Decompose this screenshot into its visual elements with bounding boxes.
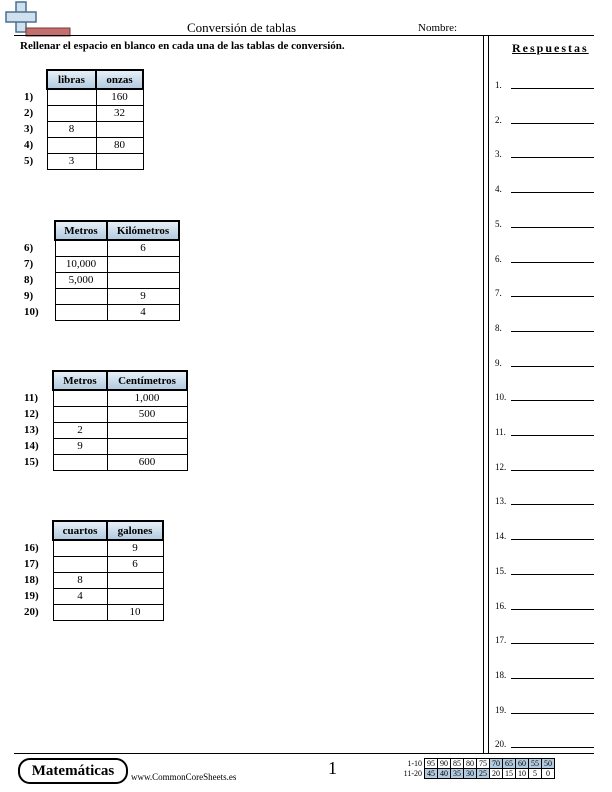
answer-number: 16. xyxy=(495,600,507,611)
score-cell: 80 xyxy=(464,759,477,769)
table-row xyxy=(24,557,163,573)
score-cell: 5 xyxy=(529,769,542,779)
table-header: cuartos xyxy=(53,521,107,540)
table-cell: 8 xyxy=(53,573,107,589)
problem-number: 5) xyxy=(24,155,34,167)
table-row xyxy=(24,89,143,106)
score-table xyxy=(396,758,555,779)
header-divider xyxy=(14,35,594,36)
answer-row xyxy=(495,701,594,715)
table-cell: 10,000 xyxy=(55,257,107,273)
answer-row xyxy=(495,319,594,333)
table-cell xyxy=(53,455,107,471)
table-cell: 3 xyxy=(47,154,96,170)
subject-badge: Matemáticas xyxy=(18,758,128,784)
answer-column-divider xyxy=(483,35,484,753)
table-cell: 10 xyxy=(107,605,163,621)
conversion-table-2 xyxy=(24,220,180,321)
table-header: galones xyxy=(107,521,163,540)
answer-row xyxy=(495,562,594,576)
score-row-label: 1-10 xyxy=(407,759,422,768)
table-row xyxy=(24,423,187,439)
table-row xyxy=(24,439,187,455)
answer-row xyxy=(495,631,594,645)
table-cell: 5,000 xyxy=(55,273,107,289)
answer-blank[interactable] xyxy=(511,366,594,367)
problem-number: 2) xyxy=(24,107,34,119)
answer-row xyxy=(495,354,594,368)
answer-number: 14. xyxy=(495,531,507,542)
answer-blank[interactable] xyxy=(511,574,594,575)
table-header: Metros xyxy=(53,371,107,390)
answer-blank[interactable] xyxy=(511,609,594,610)
score-cell: 70 xyxy=(490,759,503,769)
answer-blank[interactable] xyxy=(511,504,594,505)
score-row xyxy=(396,769,555,779)
table-cell: 600 xyxy=(107,455,187,471)
answer-row xyxy=(495,527,594,541)
table-cell xyxy=(47,138,96,154)
table-row xyxy=(24,138,143,154)
table-cell xyxy=(53,557,107,573)
answer-blank[interactable] xyxy=(511,331,594,332)
conversion-table-1 xyxy=(24,69,144,170)
problem-number: 18) xyxy=(24,574,39,586)
table-cell xyxy=(107,439,187,455)
table-cell xyxy=(107,273,179,289)
conversion-table-3 xyxy=(24,370,188,471)
table-row xyxy=(24,589,163,605)
score-cell: 85 xyxy=(451,759,464,769)
answer-blank[interactable] xyxy=(511,227,594,228)
answer-row xyxy=(495,388,594,402)
table-cell xyxy=(96,122,143,138)
table-cell xyxy=(107,589,163,605)
table-cell: 80 xyxy=(96,138,143,154)
answer-blank[interactable] xyxy=(511,539,594,540)
answer-blank[interactable] xyxy=(511,157,594,158)
problem-number: 16) xyxy=(24,541,39,554)
table-row xyxy=(24,540,163,557)
score-cell: 30 xyxy=(464,769,477,779)
table-cell: 4 xyxy=(107,305,179,321)
table-row xyxy=(24,407,187,423)
answer-blank[interactable] xyxy=(511,192,594,193)
score-cell: 95 xyxy=(425,759,438,769)
answer-row xyxy=(495,111,594,125)
name-label: Nombre: xyxy=(418,22,458,34)
answer-row xyxy=(495,597,594,611)
answer-row xyxy=(495,180,594,194)
table-row xyxy=(24,573,163,589)
answer-blank[interactable] xyxy=(511,400,594,401)
table-cell: 1,000 xyxy=(107,390,187,407)
table-header: libras xyxy=(47,70,96,89)
score-cell: 25 xyxy=(477,769,490,779)
score-cell: 75 xyxy=(477,759,490,769)
answer-blank[interactable] xyxy=(511,296,594,297)
answer-row xyxy=(495,458,594,472)
answer-row xyxy=(495,492,594,506)
website-url: www.CommonCoreSheets.es xyxy=(131,772,237,782)
answer-number: 11. xyxy=(495,427,506,437)
answer-blank[interactable] xyxy=(511,262,594,263)
answer-number: 7. xyxy=(495,288,502,299)
table-row xyxy=(24,605,163,621)
table-header: onzas xyxy=(96,70,143,89)
answer-number: 6. xyxy=(495,253,502,264)
table-cell xyxy=(107,257,179,273)
table-cell: 500 xyxy=(107,407,187,423)
worksheet-title: Conversión de tablas xyxy=(187,20,297,35)
table-cell xyxy=(107,423,187,439)
answer-blank[interactable] xyxy=(511,123,594,124)
table-row xyxy=(24,390,187,407)
answer-row xyxy=(495,666,594,680)
answer-number: 3. xyxy=(495,149,502,160)
answer-number: 5. xyxy=(495,218,502,229)
problem-number: 12) xyxy=(24,408,39,420)
footer-divider xyxy=(14,753,594,754)
answer-number: 13. xyxy=(495,496,507,507)
score-cell: 50 xyxy=(542,759,555,769)
problem-number: 10) xyxy=(24,306,39,318)
score-cell: 10 xyxy=(516,769,529,779)
table-cell: 32 xyxy=(96,106,143,122)
answer-number: 19. xyxy=(495,704,507,715)
problem-number: 20) xyxy=(24,606,39,618)
answer-number: 18. xyxy=(495,669,507,680)
problem-number: 7) xyxy=(24,258,34,270)
table-cell xyxy=(53,540,107,557)
answer-blank[interactable] xyxy=(511,713,594,714)
table-cell: 9 xyxy=(53,439,107,455)
answer-column-divider xyxy=(488,35,489,753)
table-cell: 6 xyxy=(107,557,163,573)
problem-number: 17) xyxy=(24,558,39,570)
problem-number: 4) xyxy=(24,139,34,151)
score-cell: 55 xyxy=(529,759,542,769)
conversion-table-4 xyxy=(24,520,164,621)
table-row xyxy=(24,455,187,471)
problem-number: 15) xyxy=(24,456,39,468)
table-cell xyxy=(53,407,107,423)
answer-blank[interactable] xyxy=(511,435,594,436)
problem-number: 11) xyxy=(24,391,39,404)
table-header: Metros xyxy=(55,221,107,240)
table-header: Kilómetros xyxy=(107,221,179,240)
score-cell: 90 xyxy=(438,759,451,769)
table-cell xyxy=(47,89,96,106)
table-cell: 9 xyxy=(107,289,179,305)
answer-number: 1. xyxy=(495,80,502,90)
answer-blank[interactable] xyxy=(511,678,594,679)
table-cell xyxy=(55,305,107,321)
score-cell: 65 xyxy=(503,759,516,769)
answer-number: 20. xyxy=(495,739,507,750)
table-row xyxy=(24,273,179,289)
problem-number: 9) xyxy=(24,290,34,302)
table-cell: 6 xyxy=(107,240,179,257)
table-row xyxy=(24,154,143,170)
answer-blank[interactable] xyxy=(511,643,594,644)
table-cell xyxy=(53,605,107,621)
answer-blank[interactable] xyxy=(511,88,594,89)
answer-number: 12. xyxy=(495,461,507,472)
table-cell: 8 xyxy=(47,122,96,138)
problem-number: 6) xyxy=(24,241,34,254)
answer-number: 17. xyxy=(495,635,507,646)
table-cell xyxy=(47,106,96,122)
answer-number: 9. xyxy=(495,357,502,368)
answer-number: 10. xyxy=(495,392,507,403)
score-cell: 20 xyxy=(490,769,503,779)
score-cell: 35 xyxy=(451,769,464,779)
instructions: Rellenar el espacio en blanco en cada una de las tablas de conversión. xyxy=(20,40,345,52)
score-row-label: 11-20 xyxy=(403,769,422,778)
table-cell: 9 xyxy=(107,540,163,557)
problem-number: 19) xyxy=(24,590,39,602)
answer-number: 15. xyxy=(495,565,507,576)
score-cell: 45 xyxy=(425,769,438,779)
table-cell xyxy=(55,240,107,257)
score-cell: 15 xyxy=(503,769,516,779)
table-cell xyxy=(107,573,163,589)
table-cell: 2 xyxy=(53,423,107,439)
answer-blank[interactable] xyxy=(511,747,594,748)
answer-number: 4. xyxy=(495,184,502,195)
problem-number: 14) xyxy=(24,440,39,452)
answer-number: 2. xyxy=(495,114,502,125)
answer-row xyxy=(495,76,594,90)
table-row xyxy=(24,240,179,257)
table-row xyxy=(24,122,143,138)
problem-number: 1) xyxy=(24,90,34,103)
table-row xyxy=(24,289,179,305)
table-cell xyxy=(53,390,107,407)
problem-number: 13) xyxy=(24,424,39,436)
table-cell: 4 xyxy=(53,589,107,605)
table-cell: 160 xyxy=(96,89,143,106)
page-number: 1 xyxy=(328,758,337,778)
table-cell xyxy=(55,289,107,305)
problem-number: 8) xyxy=(24,274,34,286)
answer-row xyxy=(495,215,594,229)
score-cell: 0 xyxy=(542,769,555,779)
table-row xyxy=(24,106,143,122)
answer-number: 8. xyxy=(495,322,502,333)
score-row xyxy=(396,759,555,769)
answer-blank[interactable] xyxy=(511,470,594,471)
answer-row xyxy=(495,735,594,749)
answer-row xyxy=(495,284,594,298)
table-header: Centímetros xyxy=(107,371,187,390)
score-cell: 40 xyxy=(438,769,451,779)
answer-row xyxy=(495,250,594,264)
answer-row xyxy=(495,423,594,437)
plus-logo-icon xyxy=(2,0,72,38)
table-row xyxy=(24,257,179,273)
table-row xyxy=(24,305,179,321)
table-cell xyxy=(96,154,143,170)
answer-row xyxy=(495,145,594,159)
score-cell: 60 xyxy=(516,759,529,769)
answers-title: Respuestas xyxy=(512,41,589,55)
problem-number: 3) xyxy=(24,123,34,135)
